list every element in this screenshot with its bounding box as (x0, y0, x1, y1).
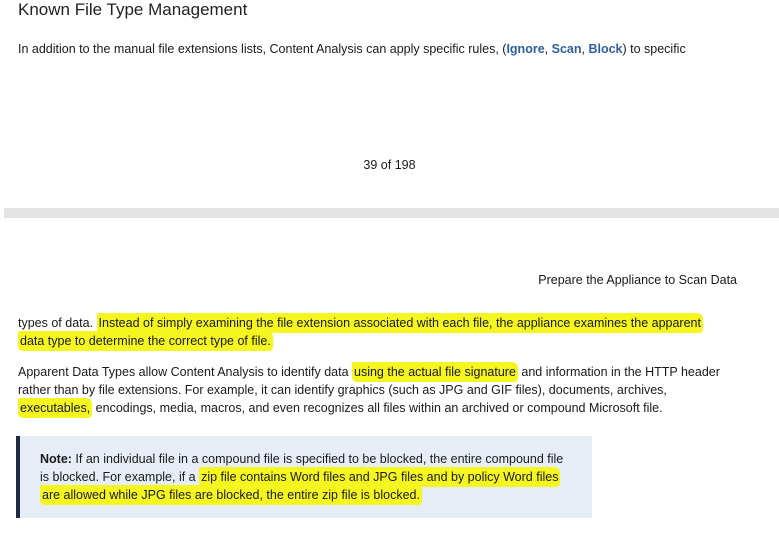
note-line-1: Note: If an individual file in a compound file is specified to be blocked, the entire compound file (40, 452, 564, 466)
page-number: 39 of 198 (363, 158, 416, 172)
block-keyword: Block (588, 42, 623, 56)
note-box (16, 436, 592, 518)
highlight-annotation[interactable]: data type to determine the correct type of file. (18, 331, 273, 351)
paragraph-1-line-2 (18, 332, 273, 350)
intro-paragraph: In addition to the manual file extensions lists, Content Analysis can apply specific rules, (Ignore, Scan, Block) to specific (18, 42, 686, 56)
scan-keyword: Scan (551, 42, 582, 56)
running-header: Prepare the Appliance to Scan Data (538, 273, 737, 287)
page-title: Known File Type Management (18, 0, 248, 19)
note-line-2: is blocked. For example, if a zip file contains Word files and JPG files and by policy Word files (40, 468, 560, 486)
paragraph-2-line-3: executables, encodings, media, macros, and even recognizes all files within an archived or compound Microsoft file. (18, 399, 663, 417)
highlight-annotation[interactable]: using the actual file signature (352, 362, 518, 382)
highlight-annotation[interactable]: Instead of simply examining the file extension associated with each file, the appliance examines the apparent (97, 313, 703, 333)
note-label: Note: (40, 452, 72, 466)
highlight-annotation[interactable]: executables, (18, 398, 92, 418)
page-separator (4, 208, 779, 218)
note-line-3 (40, 486, 422, 504)
paragraph-2-line-1: Apparent Data Types allow Content Analysis to identify data using the actual file signature and information in the HTTP header (18, 363, 720, 381)
highlight-annotation[interactable]: are allowed while JPG files are blocked, the entire zip file is blocked. (40, 485, 422, 505)
paragraph-2-line-2: rather than by file extensions. For example, it can identify graphics (such as JPG and GIF files), documents, archives, (18, 383, 667, 397)
ignore-keyword: Ignore (506, 42, 545, 56)
paragraph-1-line-1: types of data. Instead of simply examining the file extension associated with each file, the appliance examines the apparent (18, 314, 703, 332)
highlight-annotation[interactable]: zip file contains Word files and JPG files and by policy Word files (199, 467, 560, 487)
